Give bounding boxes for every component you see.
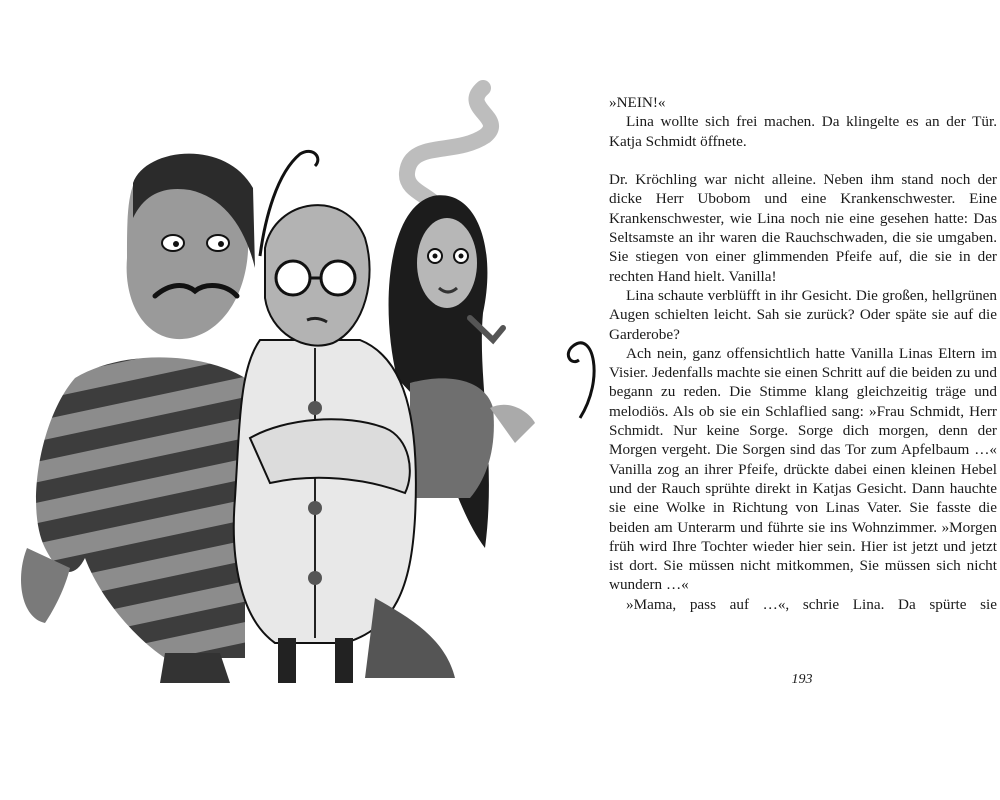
doctor-coat bbox=[234, 340, 416, 643]
doctor-glasses-right bbox=[321, 261, 355, 295]
nurse-dress bbox=[410, 378, 494, 498]
page-number: 193 bbox=[791, 672, 813, 687]
nurse-skirt bbox=[365, 598, 455, 678]
main-text-column bbox=[609, 93, 997, 614]
paragraph-1: »NEIN!« bbox=[609, 94, 666, 111]
nurse-face bbox=[417, 218, 477, 308]
paragraph-2: Lina wollte sich frei machen. Da klingelte es an der Tür. Katja Schmidt öffnete. bbox=[609, 113, 997, 150]
left-man-torso bbox=[36, 357, 245, 658]
doctor-leg-left bbox=[278, 638, 296, 683]
nurse-hand bbox=[490, 405, 535, 443]
paragraph-5: Ach nein, ganz offensichtlich hatte Vanilla Linas Eltern im Visier. Jedenfalls machte sie einen Schritt auf die beiden zu und begann zu reden. Die Stimme klang gleichzeitig träge und melodiös. Als ob sie ein Schlaflied sang: »Frau Schmidt, Herr Schmidt. Nur keine Sorge. Sorge dich morgen, denn der Morgen vergeht. Die Sorgen sind das Tor zum Apfelbaum …« Vanilla zog an ihrer Pfeife, drückte dabei einen kleinen Hebel und der Rauch sprühte direkt in Katjas Gesicht. Dann hauchte sie eine Wolke in Richtung von Linas Vater. Sie fasste die beiden am Unterarm und führte sie ins Wohnzimmer. »Morgen früh wird Ihre Tochter wieder hier sein. Hier ist jetzt und jetzt ist dort. Sie müssen nicht mitkommen, Sie müssen sich nicht wundern …« bbox=[609, 344, 997, 594]
coat-button-2 bbox=[308, 501, 322, 515]
left-man-leg bbox=[160, 653, 230, 683]
coat-button-1 bbox=[308, 401, 322, 415]
left-man-eye-left bbox=[162, 235, 184, 251]
doctor-leg-right bbox=[335, 638, 353, 683]
paragraph-4: Lina schaute verblüfft in ihr Gesicht. Die großen, hellgrünen Augen schielten leicht. Sah sie zurück? Oder späte sie auf die Garderobe? bbox=[609, 286, 997, 343]
coat-button-3 bbox=[308, 571, 322, 585]
character-illustration bbox=[15, 78, 600, 683]
left-man-eye-right bbox=[207, 235, 229, 251]
paragraph-6: »Mama, pass auf …«, schrie Lina. Da spürte sie bbox=[626, 595, 997, 613]
paragraph-3: Dr. Kröchling war nicht alleine. Neben ihm stand noch der dicke Herr Ubobom und eine Krankenschwester. Eine Krankenschwester, wie Lina noch nie eine gesehen hatte: Das Seltsamste an ihr waren die Rauchschwaden, die sie umgaben. Sie stiegen von einer glimmenden Pfeife auf, die sie in der rechten Hand hielt. Vanilla! bbox=[609, 171, 997, 285]
antenna-right bbox=[568, 343, 594, 418]
doctor-glasses-left bbox=[276, 261, 310, 295]
